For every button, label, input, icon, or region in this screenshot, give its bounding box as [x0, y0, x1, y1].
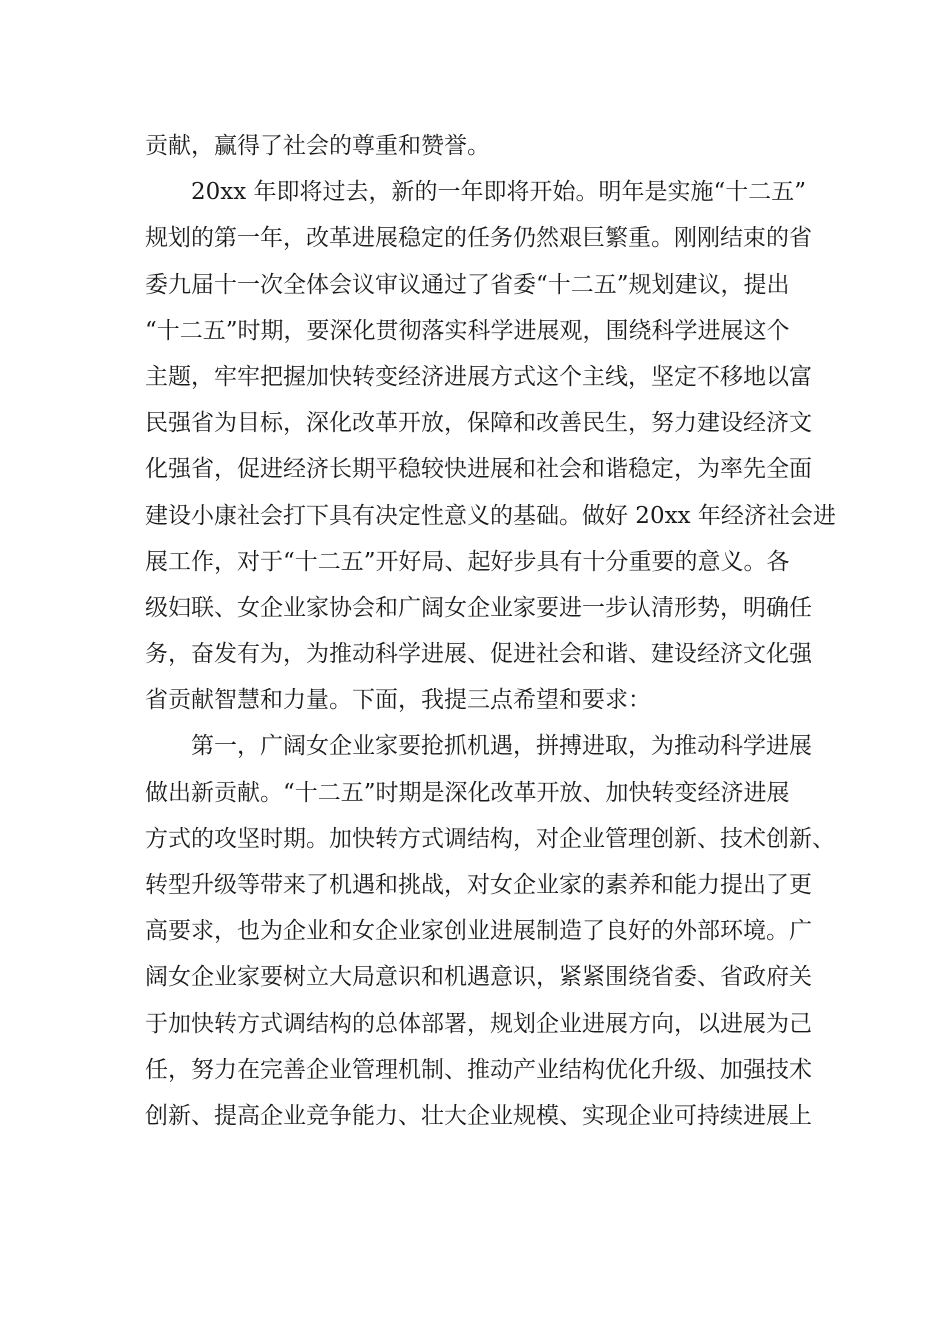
text-line: 规划的第一年，改革进展稳定的任务仍然艰巨繁重。刚刚结束的省 — [145, 225, 812, 252]
text-line: 建设小康社会打下具有决定性意义的基础。做好 20xx 年经济社会进 — [145, 502, 836, 529]
text-line: 方式的攻坚时期。加快转方式调结构，对企业管理创新、技术创新、 — [145, 825, 835, 852]
text-line: 省贡献智慧和力量。下面，我提三点希望和要求： — [145, 687, 651, 714]
document-body — [145, 123, 836, 1139]
paragraph-start-line: 20xx 年即将过去，新的一年即将开始。明年是实施“十二五” — [191, 179, 807, 206]
text-line: 务，奋发有为，为推动科学进展、促进社会和谐、建设经济文化强 — [145, 641, 812, 668]
text-line: 委九届十一次全体会议审议通过了省委“十二五”规划建议，提出 — [145, 271, 790, 298]
paragraph-start-line: 第一，广阔女企业家要抢抓机遇，拼搏进取，为推动科学进展 — [191, 733, 812, 760]
text-line: 民强省为目标，深化改革开放，保障和改善民生，努力建设经济文 — [145, 410, 812, 437]
text-line: 化强省，促进经济长期平稳较快进展和社会和谐稳定，为率先全面 — [145, 456, 812, 483]
text-line: 做出新贡献。“十二五”时期是深化改革开放、加快转变经济进展 — [145, 779, 790, 806]
text-line: 展工作，对于“十二五”开好局、起好步具有十分重要的意义。各 — [145, 548, 790, 575]
text-line: 创新、提高企业竞争能力、壮大企业规模、实现企业可持续进展上 — [145, 1102, 812, 1129]
text-line: “十二五”时期，要深化贯彻落实科学进展观，围绕科学进展这个 — [145, 317, 790, 344]
text-line: 高要求，也为企业和女企业家创业进展制造了良好的外部环境。广 — [145, 918, 812, 945]
text-line: 阔女企业家要树立大局意识和机遇意识，紧紧围绕省委、省政府关 — [145, 964, 812, 991]
text-line: 任，努力在完善企业管理机制、推动产业结构优化升级、加强技术 — [145, 1056, 812, 1083]
text-line: 级妇联、女企业家协会和广阔女企业家要进一步认清形势，明确任 — [145, 594, 812, 621]
text-line: 于加快转方式调结构的总体部署，规划企业进展方向，以进展为己 — [145, 1010, 812, 1037]
text-line: 主题，牢牢把握加快转变经济进展方式这个主线，坚定不移地以富 — [145, 363, 812, 390]
text-line: 转型升级等带来了机遇和挑战，对女企业家的素养和能力提出了更 — [145, 872, 812, 898]
text-line: 贡献，赢得了社会的尊重和赞誉。 — [145, 133, 490, 159]
